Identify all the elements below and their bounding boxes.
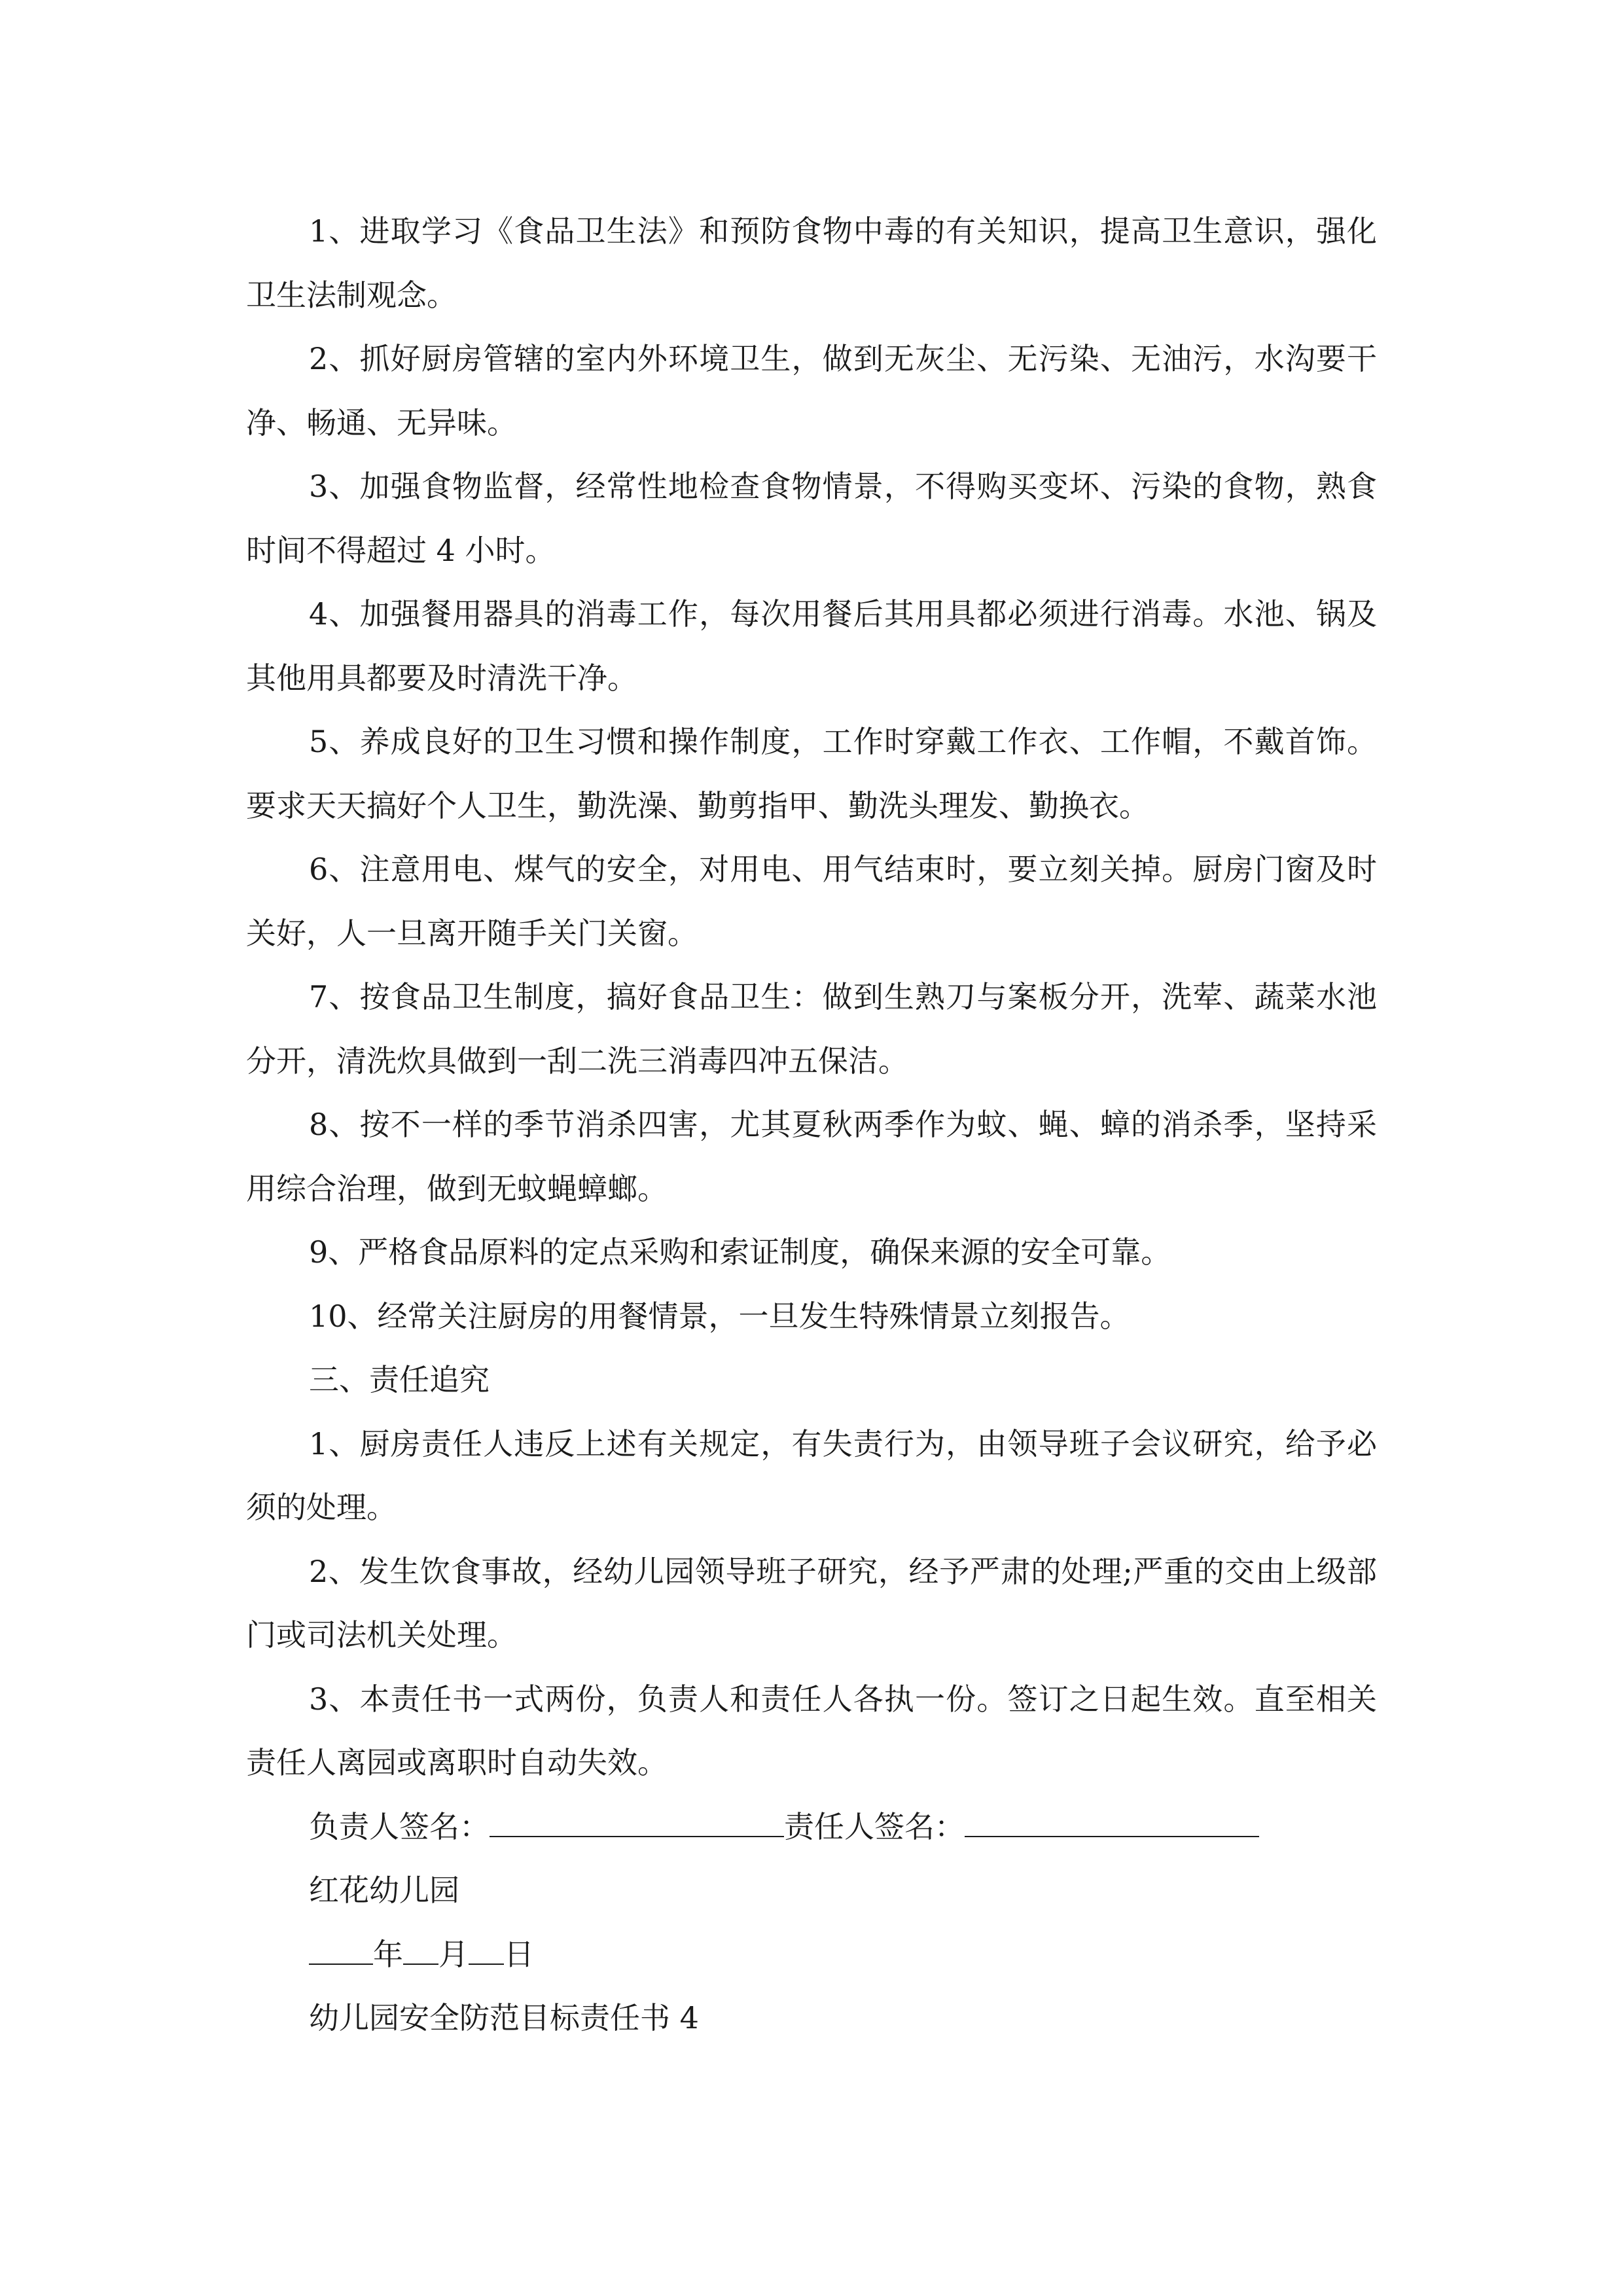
responsible-signature-blank[interactable] xyxy=(965,1810,1259,1837)
year-blank[interactable] xyxy=(309,1937,373,1965)
month-blank[interactable] xyxy=(403,1937,438,1965)
document-body xyxy=(246,200,1377,2051)
duty-item-7: 7、按食品卫生制度，搞好食品卫生：做到生熟刀与案板分开，洗荤、蔬菜水池分开，清洗炊具做到一刮二洗三消毒四冲五保洁。 xyxy=(246,979,1377,1079)
duty-item-6: 6、注意用电、煤气的安全，对用电、用气结束时，要立刻关掉。厨房门窗及时关好，人一旦离开随手关门关窗。 xyxy=(246,852,1377,951)
duty-item-9: 9、严格食品原料的定点采购和索证制度，确保来源的安全可靠。 xyxy=(309,1234,1171,1270)
year-label: 年 xyxy=(373,1936,403,1972)
accountability-item-2: 2、发生饮食事故，经幼儿园领导班子研究，经予严肃的处理;严重的交由上级部门或司法机关处理。 xyxy=(246,1553,1377,1653)
day-blank[interactable] xyxy=(469,1937,504,1965)
signature-line xyxy=(246,1795,1377,1859)
next-document-title: 幼儿园安全防范目标责任书 4 xyxy=(309,2000,699,2036)
leader-signature-label: 负责人签名： xyxy=(309,1808,490,1844)
day-label: 日 xyxy=(504,1936,534,1972)
duty-item-3: 3、加强食物监督，经常性地检查食物情景，不得购买变坏、污染的食物，熟食时间不得超过 4 小时。 xyxy=(246,469,1377,568)
duty-item-10: 10、经常关注厨房的用餐情景，一旦发生特殊情景立刻报告。 xyxy=(309,1298,1130,1334)
month-label: 月 xyxy=(438,1936,469,1972)
responsible-signature-label: 责任人签名： xyxy=(784,1808,965,1844)
duty-item-5: 5、养成良好的卫生习惯和操作制度，工作时穿戴工作衣、工作帽，不戴首饰。要求天天搞好个人卫生，勤洗澡、勤剪指甲、勤洗头理发、勤换衣。 xyxy=(246,724,1377,823)
organization-name: 红花幼儿园 xyxy=(309,1873,459,1908)
duty-item-4: 4、加强餐用器具的消毒工作，每次用餐后其用具都必须进行消毒。水池、锅及其他用具都要及时清洗干净。 xyxy=(246,596,1377,696)
duty-item-1: 1、进取学习《食品卫生法》和预防食物中毒的有关知识，提高卫生意识，强化卫生法制观念。 xyxy=(246,213,1377,313)
leader-signature-blank[interactable] xyxy=(490,1810,784,1837)
duty-item-2: 2、抓好厨房管辖的室内外环境卫生，做到无灰尘、无污染、无油污，水沟要干净、畅通、无异味。 xyxy=(246,341,1377,440)
accountability-item-1: 1、厨房责任人违反上述有关规定，有失责行为，由领导班子会议研究，给予必须的处理。 xyxy=(246,1426,1377,1525)
section-heading-accountability: 三、责任追究 xyxy=(309,1362,490,1397)
accountability-item-3: 3、本责任书一式两份，负责人和责任人各执一份。签订之日起生效。直至相关责任人离园或离职时自动失效。 xyxy=(246,1681,1377,1780)
duty-item-8: 8、按不一样的季节消杀四害，尤其夏秋两季作为蚊、蝇、蟑的消杀季，坚持采用综合治理，做到无蚊蝇蟑螂。 xyxy=(246,1107,1377,1206)
date-line xyxy=(246,1923,1377,1987)
